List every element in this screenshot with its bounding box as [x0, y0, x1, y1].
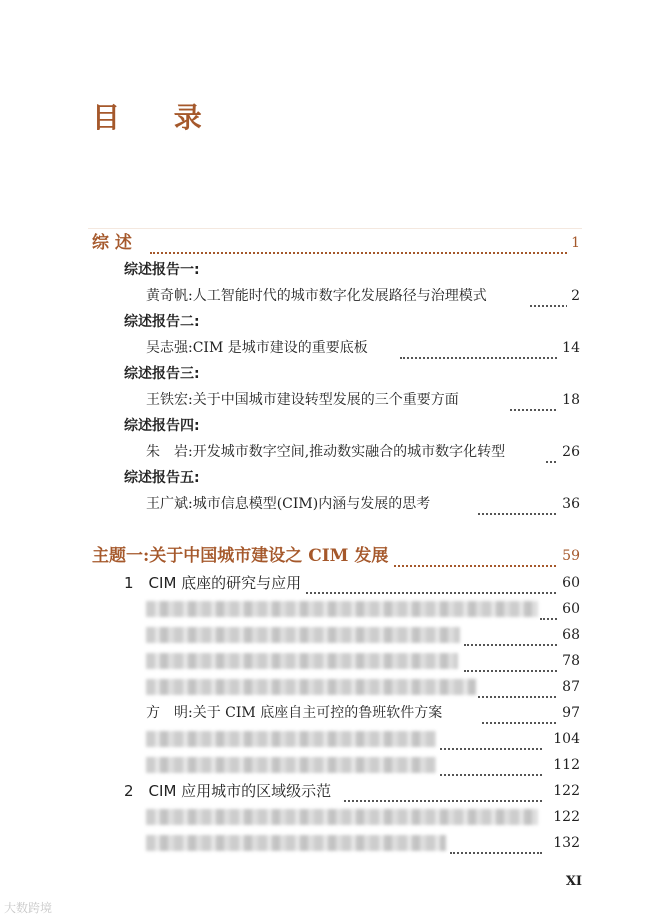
toc-entry-redacted[interactable]: [0, 728, 668, 750]
page-number: 87: [558, 676, 580, 698]
toc-entry-redacted[interactable]: [0, 650, 668, 672]
page-number: 18: [558, 389, 580, 411]
toc-entry[interactable]: [0, 493, 668, 515]
redacted-text: [146, 757, 436, 773]
report-heading-label: 综述报告三:: [124, 363, 204, 385]
dot-leader: [390, 545, 560, 567]
toc-entry[interactable]: [0, 285, 668, 307]
dot-leader: [540, 598, 560, 620]
page-number: 68: [558, 624, 580, 646]
page-number: 60: [558, 572, 580, 594]
page-number: 59: [558, 545, 580, 567]
toc-entry-redacted[interactable]: [0, 754, 668, 776]
toc-entry[interactable]: [0, 702, 668, 724]
report-heading-label: 综述报告二:: [124, 311, 204, 333]
divider: [88, 228, 582, 229]
dot-leader: [478, 493, 560, 515]
watermark: 大数跨境: [4, 901, 53, 915]
page-number: 132: [549, 832, 580, 854]
page-number: 36: [558, 493, 580, 515]
section-label: 主题一:关于中国城市建设之 CIM 发展: [92, 545, 392, 567]
page-number: 2: [567, 285, 580, 307]
dot-leader: [306, 572, 560, 594]
redacted-text: [146, 653, 458, 669]
chapter-label: 1 CIM 底座的研究与应用: [124, 572, 305, 594]
entry-label: 朱 岩:开发城市数字空间,推动数实融合的城市数字化转型: [146, 441, 509, 463]
dot-leader: [400, 337, 560, 359]
page-number: 104: [549, 728, 580, 750]
page-number: 14: [558, 337, 580, 359]
dot-leader: [344, 780, 542, 802]
toc-title: 目 录: [92, 101, 224, 134]
toc-entry[interactable]: [0, 337, 668, 359]
toc-entry-redacted[interactable]: [0, 806, 668, 828]
dot-leader: [510, 389, 560, 411]
toc-entry[interactable]: [0, 389, 668, 411]
dot-leader: [478, 676, 560, 698]
dot-leader: [464, 650, 560, 672]
dot-leader: [440, 754, 542, 776]
toc-entry[interactable]: [0, 441, 668, 463]
page-number: 78: [558, 650, 580, 672]
redacted-text: [146, 627, 460, 643]
dot-leader: [530, 285, 568, 307]
dot-leader: [150, 232, 570, 254]
page-number: 112: [549, 754, 580, 776]
entry-label: 王广斌:城市信息模型(CIM)内涵与发展的思考: [146, 493, 434, 515]
page-number: 97: [558, 702, 580, 724]
page-number: 26: [558, 441, 580, 463]
toc-entry-redacted[interactable]: [0, 676, 668, 698]
footer-page-number: XI: [565, 874, 582, 889]
entry-label: 黄奇帆:人工智能时代的城市数字化发展路径与治理模式: [146, 285, 491, 307]
toc-entry-redacted[interactable]: [0, 624, 668, 646]
page-number: 122: [549, 806, 580, 828]
page-number: 122: [549, 780, 580, 802]
dot-leader: [450, 832, 542, 854]
entry-label: 吴志强:CIM 是城市建设的重要底板: [146, 337, 372, 359]
redacted-text: [146, 601, 538, 617]
toc-entry-redacted[interactable]: [0, 832, 668, 854]
toc-chapter[interactable]: [0, 780, 668, 802]
toc-chapter[interactable]: [0, 572, 668, 594]
report-heading: [0, 311, 668, 333]
redacted-text: [146, 835, 446, 851]
dot-leader: [482, 702, 560, 724]
toc-entry-redacted[interactable]: [0, 598, 668, 620]
redacted-text: [146, 731, 436, 747]
entry-label: 王铁宏:关于中国城市建设转型发展的三个重要方面: [146, 389, 463, 411]
toc-section-theme1[interactable]: [0, 545, 668, 567]
report-heading: [0, 259, 668, 281]
page-number: 60: [558, 598, 580, 620]
report-heading: [0, 363, 668, 385]
section-label: 综 述: [92, 232, 136, 254]
redacted-text: [146, 809, 538, 825]
report-heading: [0, 415, 668, 437]
report-heading-label: 综述报告五:: [124, 467, 204, 489]
dot-leader: [464, 624, 560, 646]
entry-label: 方 明:关于 CIM 底座自主可控的鲁班软件方案: [146, 702, 446, 724]
report-heading: [0, 467, 668, 489]
redacted-text: [146, 679, 476, 695]
report-heading-label: 综述报告四:: [124, 415, 204, 437]
page-number: 1: [567, 232, 580, 254]
dot-leader: [440, 728, 542, 750]
toc-section-overview[interactable]: [0, 232, 668, 254]
chapter-label: 2 CIM 应用城市的区域级示范: [124, 780, 335, 802]
report-heading-label: 综述报告一:: [124, 259, 204, 281]
